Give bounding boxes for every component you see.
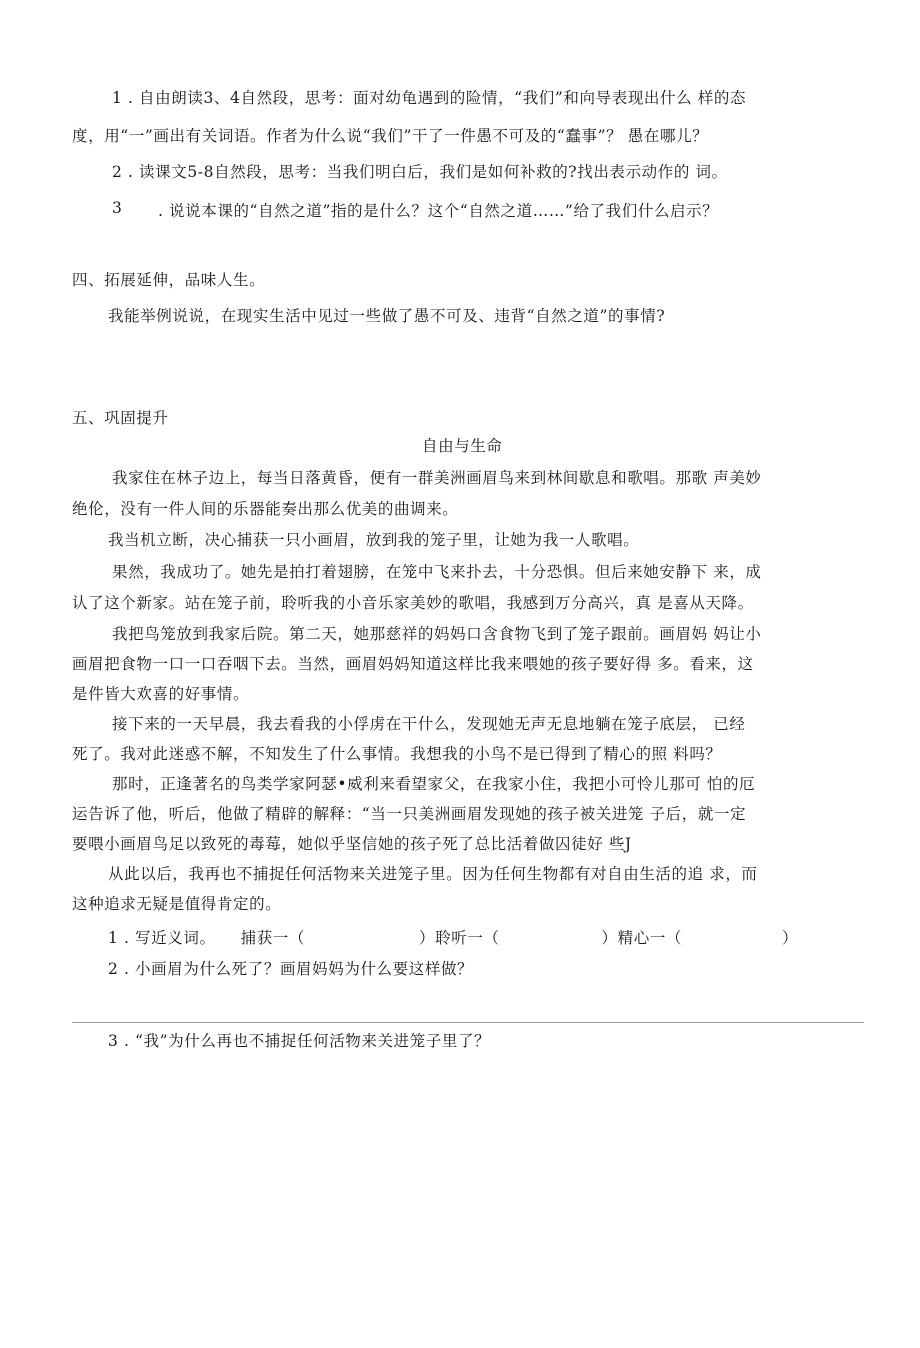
article-paragraph-line: 认了这个新家。站在笼子前，聆听我的小音乐家美妙的歌唱，我感到万分高兴，真 是喜从天降。 bbox=[72, 594, 754, 612]
article-paragraph-line: 死了。我对此迷惑不解，不知发生了什么事情。我想我的小鸟不是已得到了精心的照 料吗？ bbox=[72, 745, 722, 763]
exercise-3: 3 . “我”为什么再也不捕捉任何活物来关进笼子里了？ bbox=[108, 1032, 491, 1050]
question-1-line-2: 度，用“一”画出有关词语。作者为什么说“我们”干了一件愚不可及的“蠢事”？ 愚在哪儿？ bbox=[72, 127, 709, 145]
section-5-heading: 五、巩固提升 bbox=[72, 409, 169, 427]
exercise-2: 2 . 小画眉为什么死了？画眉妈妈为什么要这样做？ bbox=[108, 960, 474, 978]
closing-paren: ） bbox=[782, 929, 799, 947]
article-paragraph-line: 绝伦，没有一件人间的乐器能奏出那么优美的曲调来。 bbox=[72, 500, 459, 518]
article-paragraph-line: 这种追求无疑是值得肯定的。 bbox=[72, 895, 282, 913]
section-4-heading: 四、拓展延伸，品味人生。 bbox=[72, 271, 266, 289]
article-paragraph-line: 我当机立断，决心捕获一只小画眉，放到我的笼子里，让她为我一人歌唱。 bbox=[108, 531, 640, 549]
question-3-number: 3 bbox=[112, 199, 123, 217]
exercise-1 bbox=[108, 926, 798, 948]
article-title: 自由与生命 bbox=[422, 437, 503, 455]
article-paragraph-line: 果然，我成功了。她先是拍打着翅膀，在笼中飞来扑去，十分恐惧。但后来她安静下 来，成 bbox=[112, 563, 762, 581]
synonym-item-listen: ）聆听一（ bbox=[419, 929, 500, 947]
article-paragraph-line: 运告诉了他，听后，他做了精辟的解释：“当一只美洲画眉发现她的孩子被关进笼 子后，就一定 bbox=[72, 805, 747, 823]
article-paragraph-line: 我把鸟笼放到我家后院。第二天，她那慈祥的妈妈口含食物飞到了笼子跟前。画眉妈 妈让小 bbox=[112, 625, 762, 643]
question-3: . 说说本课的“自然之道”指的是什么？这个“自然之道……”给了我们什么启示？ bbox=[158, 202, 719, 220]
synonym-item-careful: ）精心一（ bbox=[601, 929, 683, 947]
section-4-prompt: 我能举例说说，在现实生活中见过一些做了愚不可及、违背“自然之道”的事情? bbox=[108, 307, 666, 325]
article-paragraph-line: 是件皆大欢喜的好事情。 bbox=[72, 685, 250, 703]
question-2: 2 . 读课文5-8自然段，思考：当我们明白后，我们是如何补救的?找出表示动作的 词。 bbox=[112, 163, 728, 181]
article-paragraph-line: 要喂小画眉鸟足以致死的毒莓，她似乎坚信她的孩子死了总比活着做囚徒好 些J bbox=[72, 835, 632, 853]
article-paragraph-line: 接下来的一天早晨，我去看我的小俘虏在干什么，发现她无声无息地躺在笼子底层， 已经 bbox=[112, 715, 746, 733]
article-paragraph-line: 画眉把食物一口一口吞咽下去。当然，画眉妈妈知道这样比我来喂她的孩子要好得 多。看来，这 bbox=[72, 655, 754, 673]
article-paragraph-line: 那时，正逢著名的鸟类学家阿瑟•威利来看望家父，在我家小住，我把小可怜儿那可 怕的厄 bbox=[112, 775, 756, 793]
exercise-1-label: 1 . 写近义词。 bbox=[108, 929, 216, 947]
synonym-item-capture: 捕获一（ bbox=[240, 929, 306, 947]
answer-line-divider bbox=[72, 1022, 864, 1023]
article-paragraph-line: 我家住在林子边上，每当日落黄昏，便有一群美洲画眉鸟来到林间歇息和歌唱。那歌 声美妙 bbox=[112, 469, 762, 487]
article-paragraph-line: 从此以后，我再也不捕捉任何活物来关进笼子里。因为任何生物都有对自由生活的追 求，而 bbox=[108, 865, 758, 883]
question-1-line-1: 1 . 自由朗读3、4自然段，思考：面对幼龟遇到的险情，“我们”和向导表现出什么 样的态 bbox=[112, 89, 747, 107]
